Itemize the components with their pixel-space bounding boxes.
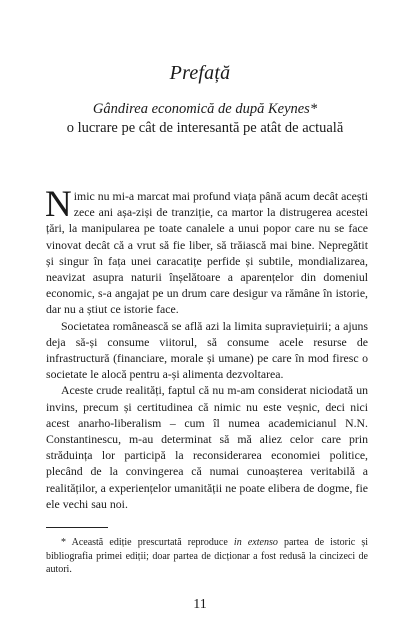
paragraph-1-text: imic nu mi-a marcat mai profund viața până acum decât acești zece ani așa-ziși de tranziție, ca martor la distrugerea acestei țări, la manipularea pe toate canalele a unui popor care nu se face vinovat decât că a vrut să fie liber, să trăiască mai bine. Nepregătit și singur în fața unei caracatițe perfide și subtile, mondializarea, neavizat asupra naturii înșelătoare a aparențelor din domeniul economic, s-a angajat pe un drum care desigur va rămâne în istorie, dar nu a știut ce istorie face. — [46, 189, 368, 317]
body-text — [45, 184, 368, 512]
paragraph-2: Societatea românească se află azi la limita supraviețuirii; a ajuns deja să-și consume viitorul, să consume acele resurse de infrastructură (financiare, morale și umane) pe care în mod firesc o societate le alocă pentru a-și alimenta dezvoltarea. — [46, 318, 368, 382]
subtitle-line-1: Gândirea economică de după Keynes* — [92, 101, 318, 117]
subtitle-line-2: o lucrare pe cât de interesantă pe atât de actuală — [66, 120, 344, 136]
drop-cap: N — [45, 184, 72, 225]
footnote — [46, 536, 368, 577]
footnote-text-2: partea de istoric și bibliografia primei ediții; doar partea de dicționar a fost redusă la cincizeci de autori. — [46, 537, 368, 575]
footnote-italic: in extenso — [233, 537, 278, 548]
chapter-subtitle — [40, 100, 370, 138]
footnote-text-1: * Această ediție prescurtată reproduce — [61, 537, 234, 548]
page-number: 11 — [193, 597, 207, 612]
chapter-title: Prefață — [169, 62, 231, 84]
footnote-separator — [46, 527, 108, 528]
paragraph-3: Aceste crude realități, faptul că nu m-am considerat niciodată un invins, precum și certitudinea că nimic nu este veșnic, deci nici acest anarho-liberalism – cum îl numea academicianul N.N. Constantinescu, m-au determinat să mă aliez celor care prin străduința lor participă la reconsiderarea economiei politice, plecând de la convingerea că numai cunoașterea veritabilă a realităților, a experiențelor umanității ne poate elibera de dogme, fie ele vechi sau noi. — [46, 383, 368, 511]
paragraph-1 — [45, 184, 368, 318]
